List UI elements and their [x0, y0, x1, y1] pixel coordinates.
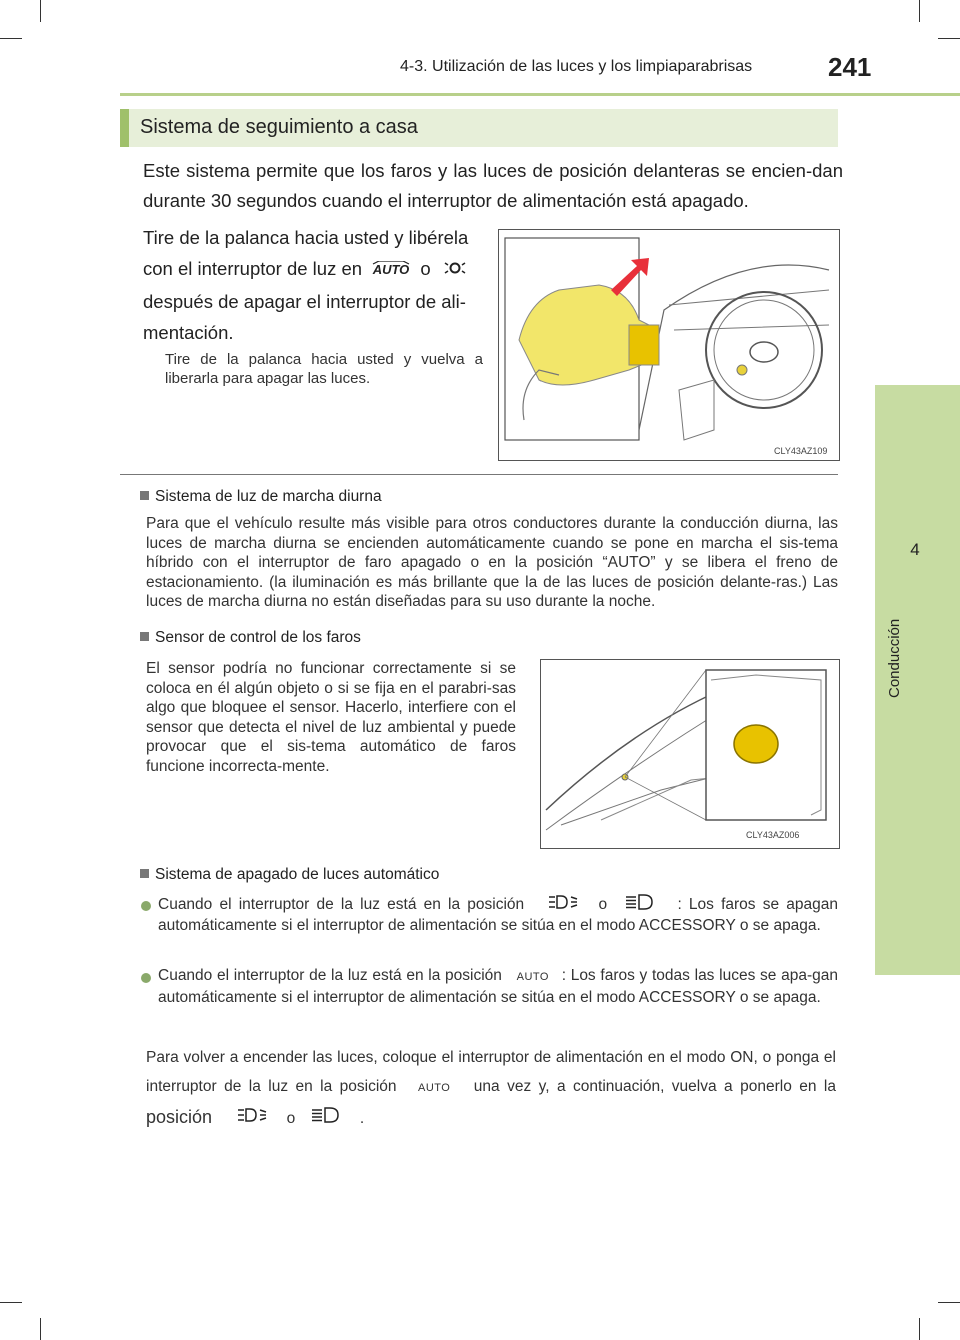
position-light-icon	[442, 255, 468, 286]
reactivate-paragraph: Para volver a encender las luces, coloque el interruptor de alimentación en el modo ON, o ponga el interruptor de la luz en la posición AUTO una vez y, a continuación, vuelva a ponerlo en la posición o .	[146, 1043, 836, 1133]
intro-paragraph: Este sistema permite que los faros y las luces de posición delanteras se encien-dan durante 30 segundos cuando el interruptor de alimentación está apagado.	[143, 160, 843, 211]
instruction-text-a: Tire de la palanca hacia usted y libérela con el interruptor de luz en	[143, 227, 469, 279]
crop-mark	[0, 1302, 22, 1303]
page-number: 241	[828, 52, 872, 82]
position-lamp-icon-2	[234, 1104, 270, 1133]
auto-icon	[371, 255, 411, 286]
auto-text-icon-2: AUTO	[417, 1082, 451, 1094]
instruction-paragraph	[143, 222, 488, 348]
bullet-2: Cuando el interruptor de la luz está en la posición AUTO : Los faros y todas las luces se apa-gan automáticamente si el interruptor de alimentación se sitúa en el modo ACCESSORY o se apaga.	[158, 967, 838, 1006]
auto-off-heading: Sistema de apagado de luces automático	[140, 866, 439, 884]
instruction-text-b: después de apagar el interruptor de ali-mentación.	[143, 290, 466, 343]
auto-icon-label: AUTO	[372, 261, 410, 277]
drl-body: Para que el vehículo resulte más visible para otros conductores durante la conducción diurna, las luces de marcha diurna se encienden automáticamente cuando se pone en marcha el sis-tema híbrido con el interruptor de faro apagado o en la posición “AUTO” y se libera el freno de estacionamiento. (la iluminación es más brillante que la de las luces de posición delante-ras.) Las luces de marcha diurna no están diseñadas para su uso durante la noche.	[146, 515, 838, 610]
figure-lever-illustration	[498, 229, 840, 461]
crop-mark	[938, 38, 960, 39]
figure-sensor-illustration	[540, 659, 840, 849]
header-rule	[120, 93, 960, 96]
bullet-1-marker	[141, 898, 151, 916]
instruction-note: Tire de la palanca hacia usted y vuelva a liberarla para apagar las luces.	[165, 351, 483, 387]
bullet-2-marker	[141, 970, 151, 988]
headlight-icon-2	[310, 1104, 342, 1133]
figure1-code: CLY43AZ109	[774, 446, 828, 456]
sensor-body: El sensor podría no funcionar correctamente si se coloca en él algún objeto o si se fija en el parabri-sas algo que bloquee el sensor. Hacerlo, interfiere con el sensor que detecta el nivel de luz ambiental y puede provocar que el sis-tema automático de faros funcione incorrecta-mente.	[146, 660, 516, 775]
drl-heading: Sistema de luz de marcha diurna	[140, 488, 382, 506]
crop-mark	[40, 0, 41, 22]
crop-mark	[919, 1318, 920, 1340]
figure2-code: CLY43AZ006	[746, 830, 800, 840]
headlight-icon	[624, 894, 656, 916]
auto-text-icon: AUTO	[516, 971, 549, 983]
crop-mark	[40, 1318, 41, 1340]
sensor-heading: Sensor de control de los faros	[140, 629, 361, 647]
instruction-or: o	[420, 258, 431, 279]
bullet-1: Cuando el interruptor de la luz está en la posición o : Los faros se apagan automáticamente si el interruptor de alimentación se sitúa en el modo ACCESSORY o se apaga.	[158, 895, 838, 934]
crop-mark	[0, 38, 22, 39]
chapter-title: 4-3. Utilización de las luces y los limpiaparabrisas	[400, 58, 753, 75]
section-title-accent	[120, 109, 129, 147]
section-divider	[120, 474, 838, 475]
crop-mark	[938, 1302, 960, 1303]
chapter-label: Conducción	[886, 618, 903, 698]
position-lamp-icon	[545, 894, 581, 916]
crop-mark	[919, 0, 920, 22]
chapter-number: 4	[910, 540, 920, 559]
section-title: Sistema de seguimiento a casa	[140, 116, 418, 138]
